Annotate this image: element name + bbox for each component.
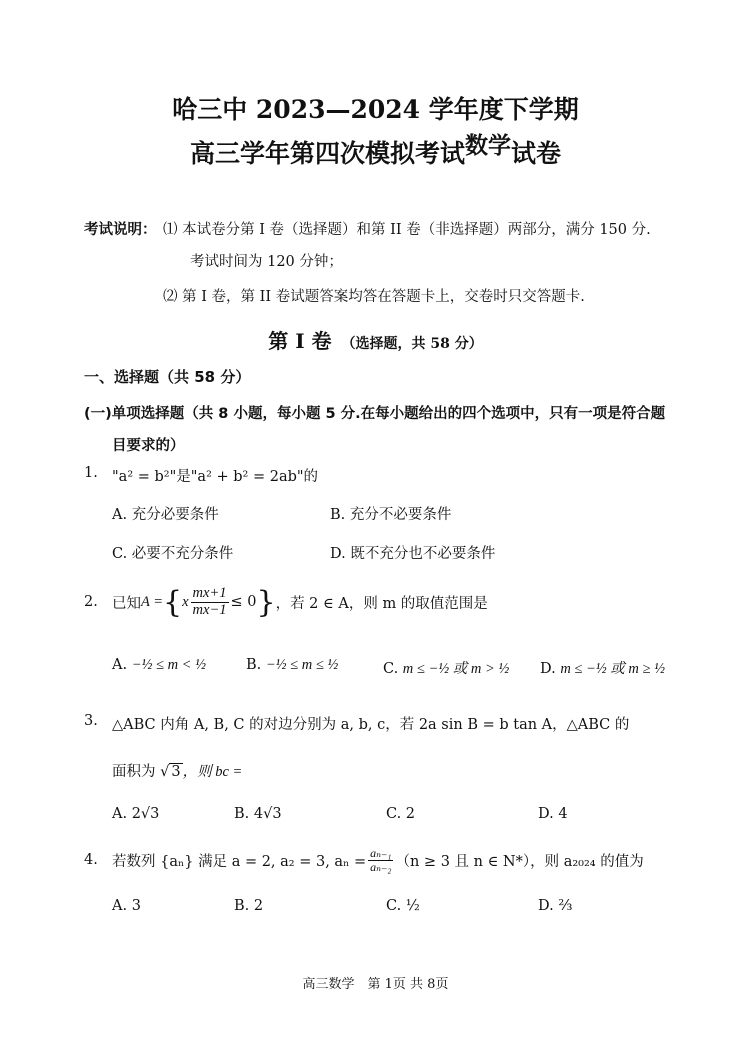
q3-option-a: A. 2√3 [112, 806, 160, 822]
q2-option-c: C. m ≤ −½ 或 m > ½ [383, 661, 510, 677]
title-part-a: 高三学年第四次模拟考试 [189, 139, 465, 168]
q2-option-b: B. −½ ≤ m ≤ ½ [246, 657, 339, 673]
q4-option-b: B. 2 [234, 898, 264, 914]
page-title-line2 [0, 134, 751, 170]
part-heading [0, 325, 751, 354]
q2-stem-a: 已知 [112, 595, 141, 612]
title-part-c: 试卷 [511, 139, 562, 168]
q4-stem [112, 838, 644, 882]
q1-option-d: D. 既不充分也不必要条件 [330, 546, 496, 562]
q2-option-a: A. −½ ≤ m < ½ [112, 657, 206, 673]
q3-sqrt-value: 3 [171, 764, 181, 780]
q2-set-var: x [182, 593, 189, 610]
q1-option-c: C. 必要不充分条件 [112, 546, 234, 562]
part-note: （选择题，共 58 分） [341, 336, 483, 352]
q3-option-b: B. 4√3 [234, 806, 282, 822]
q2-set-fraction [191, 586, 229, 617]
q2-option-b-expr: −½ ≤ m ≤ ½ [265, 657, 339, 673]
q4-option-d: D. ⅔ [538, 898, 573, 914]
q1-stem: "a² = b²"是"a² + b² = 2ab"的 [112, 469, 319, 485]
q2-option-a-expr: −½ ≤ m < ½ [131, 657, 206, 673]
q4-frac-den: aₙ₋₂ [370, 859, 392, 874]
section-heading: 一、选择题（共 58 分） [84, 368, 251, 386]
subsection-heading-a: (一)单项选择题（共 8 小题，每小题 5 分.在每小题给出的四个选项中，只有一项是符合题 [84, 406, 666, 422]
instruction-item-1a: ⑴ 本试卷分第 I 卷（选择题）和第 II 卷（非选择题）两部分，满分 150 分. [163, 222, 651, 238]
q4-stem-a: 若数列 {aₙ} 满足 a = 2, a₂ = 3, aₙ = [112, 853, 367, 870]
part-title: 第 I 卷 [268, 329, 332, 353]
q4-number: 4. [84, 852, 98, 868]
q1-number: 1. [84, 465, 98, 481]
subsection-heading-b: 目要求的） [112, 438, 185, 454]
q2-option-d-expr: m ≤ −½ 或 m ≥ ½ [560, 661, 665, 677]
q3-stem-a: △ABC 内角 A, B, C 的对边分别为 a, b, c，若 2a sin B = b tan A，△ABC 的 [112, 717, 630, 733]
q2-option-d: D. m ≤ −½ 或 m ≥ ½ [540, 661, 665, 677]
page-footer: 高三数学 第 1页 共 8页 [302, 977, 449, 992]
instructions-label: 考试说明： [84, 222, 157, 238]
q2-frac-num: mx+1 [192, 585, 227, 602]
q1-option-a: A. 充分必要条件 [112, 507, 219, 523]
q4-stem-b: （n ≥ 3 且 n ∈ N*），则 a₂₀₂₄ 的值为 [395, 853, 644, 870]
q4-option-a: A. 3 [112, 898, 141, 914]
q2-stem: 已知 A = { x $\frac{mx+1}{mx-1}$ ≤ 0 } ，若 2 ∈ A，则 m 的取值范围是 [112, 584, 488, 620]
q2-frac-den: mx−1 [192, 601, 227, 618]
q1-option-b: B. 充分不必要条件 [330, 507, 452, 523]
q2-option-c-expr: m ≤ −½ 或 m > ½ [402, 661, 510, 677]
q2-set-lhs: A = [141, 593, 164, 610]
q3-stem-b: 面积为 √ 3 ，则 bc = [112, 764, 243, 780]
q4-option-c: C. ½ [386, 898, 420, 914]
q2-number: 2. [84, 594, 98, 610]
q3-option-d: D. 4 [538, 806, 568, 822]
instruction-item-2: ⑵ 第 I 卷，第 II 卷试题答案均答在答题卡上，交卷时只交答题卡. [163, 289, 585, 305]
q3-number: 3. [84, 713, 98, 729]
q2-set-cond: ≤ 0 [230, 594, 257, 610]
page-title-line1: 哈三中 2023—2024 学年度下学期 [172, 95, 579, 124]
q2-stem-b: ，若 2 ∈ A，则 m 的取值范围是 [275, 595, 488, 612]
instruction-item-1b: 考试时间为 120 分钟； [190, 254, 343, 270]
q3-option-c: C. 2 [386, 806, 416, 822]
q4-fraction [368, 847, 393, 873]
title-subject: 数学 [465, 132, 511, 159]
q4-frac-num: aₙ₋₁ [370, 845, 392, 860]
